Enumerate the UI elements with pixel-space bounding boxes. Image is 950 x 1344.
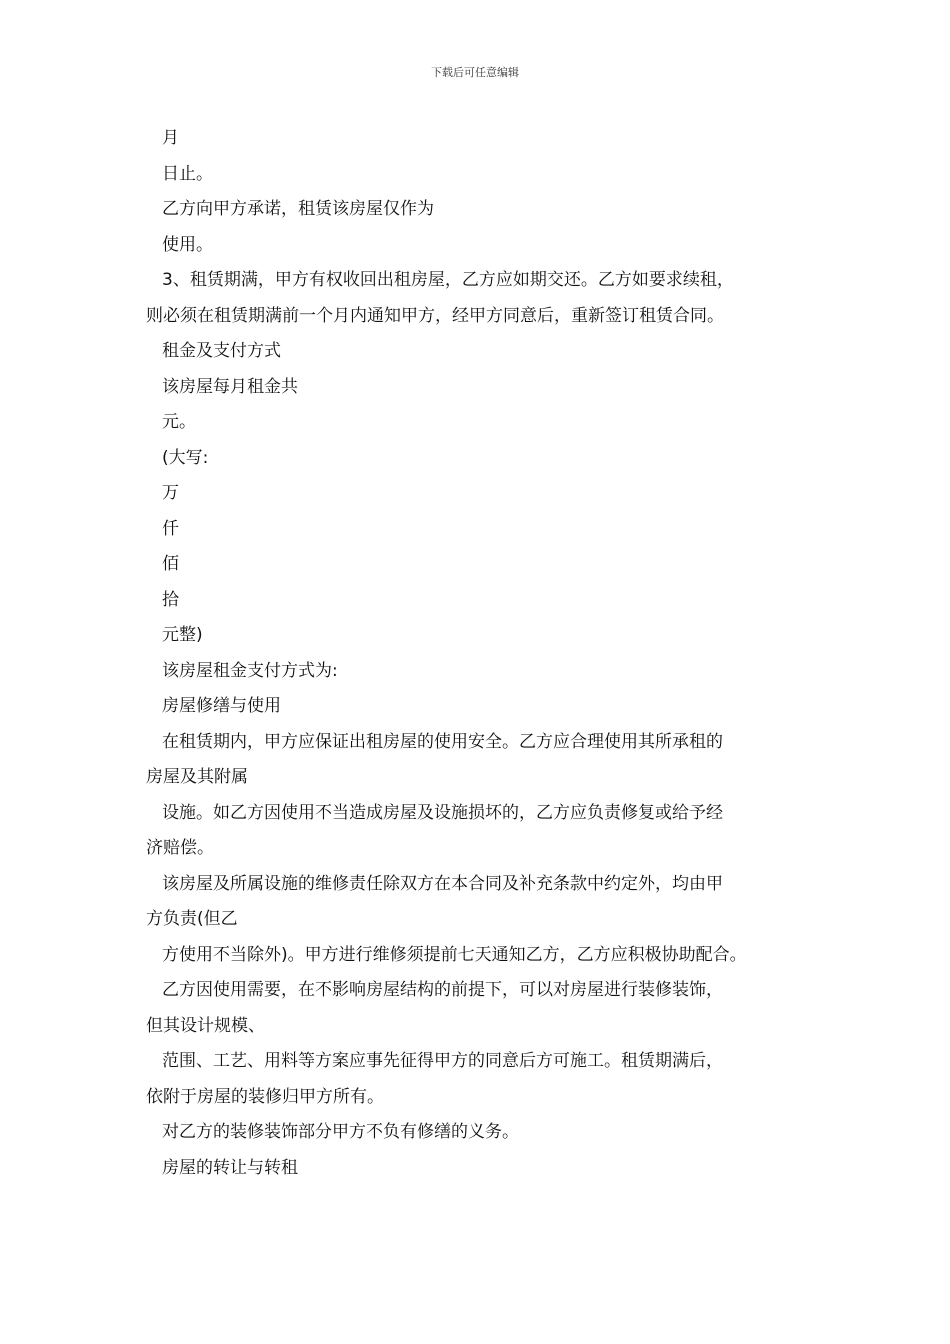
text-line: 元整) — [162, 625, 203, 645]
text-line: 佰 — [162, 554, 179, 574]
document-body — [0, 121, 950, 1186]
text-line: 该房屋每月租金共 — [162, 376, 298, 397]
page-header: 下载后可任意编辑 — [431, 66, 519, 79]
text-line: 乙方向甲方承诺，租赁该房屋仅作为 — [162, 199, 434, 219]
text-line: 设施。如乙方因使用不当造成房屋及设施损坏的，乙方应负责修复或给予经 — [162, 802, 723, 823]
section-heading: 房屋修缮与使用 — [162, 696, 281, 716]
text-line: 依附于房屋的装修归甲方所有。 — [146, 1086, 384, 1107]
text-line: 该房屋及所属设施的维修责任除双方在本合同及补充条款中约定外，均由甲 — [162, 873, 723, 894]
section-heading: 房屋的转让与转租 — [162, 1157, 298, 1178]
text-line: 济赔偿。 — [146, 838, 214, 858]
text-line: 对乙方的装修装饰部分甲方不负有修缮的义务。 — [162, 1122, 519, 1142]
text-line: 方使用不当除外)。甲方进行维修须提前七天通知乙方，乙方应积极协助配合。 — [162, 944, 747, 965]
text-line: 3、租赁期满，甲方有权收回出租房屋，乙方应如期交还。乙方如要求续租， — [162, 270, 734, 290]
text-line: 范围、工艺、用料等方案应事先征得甲方的同意后方可施工。租赁期满后， — [162, 1051, 723, 1071]
text-line: 日止。 — [162, 163, 213, 184]
text-line: (大写: — [162, 447, 209, 468]
text-line: 但其设计规模、 — [146, 1015, 265, 1036]
text-line: 房屋及其附属 — [146, 767, 248, 787]
section-heading: 租金及支付方式 — [162, 341, 281, 361]
text-line: 在租赁期内，甲方应保证出租房屋的使用安全。乙方应合理使用其所承租的 — [162, 731, 723, 752]
text-line: 乙方因使用需要，在不影响房屋结构的前提下，可以对房屋进行装修装饰， — [162, 980, 723, 1000]
text-line: 万 — [162, 483, 179, 503]
text-line: 该房屋租金支付方式为: — [162, 660, 338, 681]
text-line: 使用。 — [162, 234, 213, 255]
text-line: 方负责(但乙 — [146, 909, 238, 929]
text-line: 则必须在租赁期满前一个月内通知甲方，经甲方同意后，重新签订租赁合同。 — [146, 305, 724, 326]
text-line: 拾 — [162, 589, 179, 610]
text-line: 元。 — [162, 412, 196, 432]
text-line: 仟 — [162, 518, 179, 539]
text-line: 月 — [162, 128, 179, 148]
